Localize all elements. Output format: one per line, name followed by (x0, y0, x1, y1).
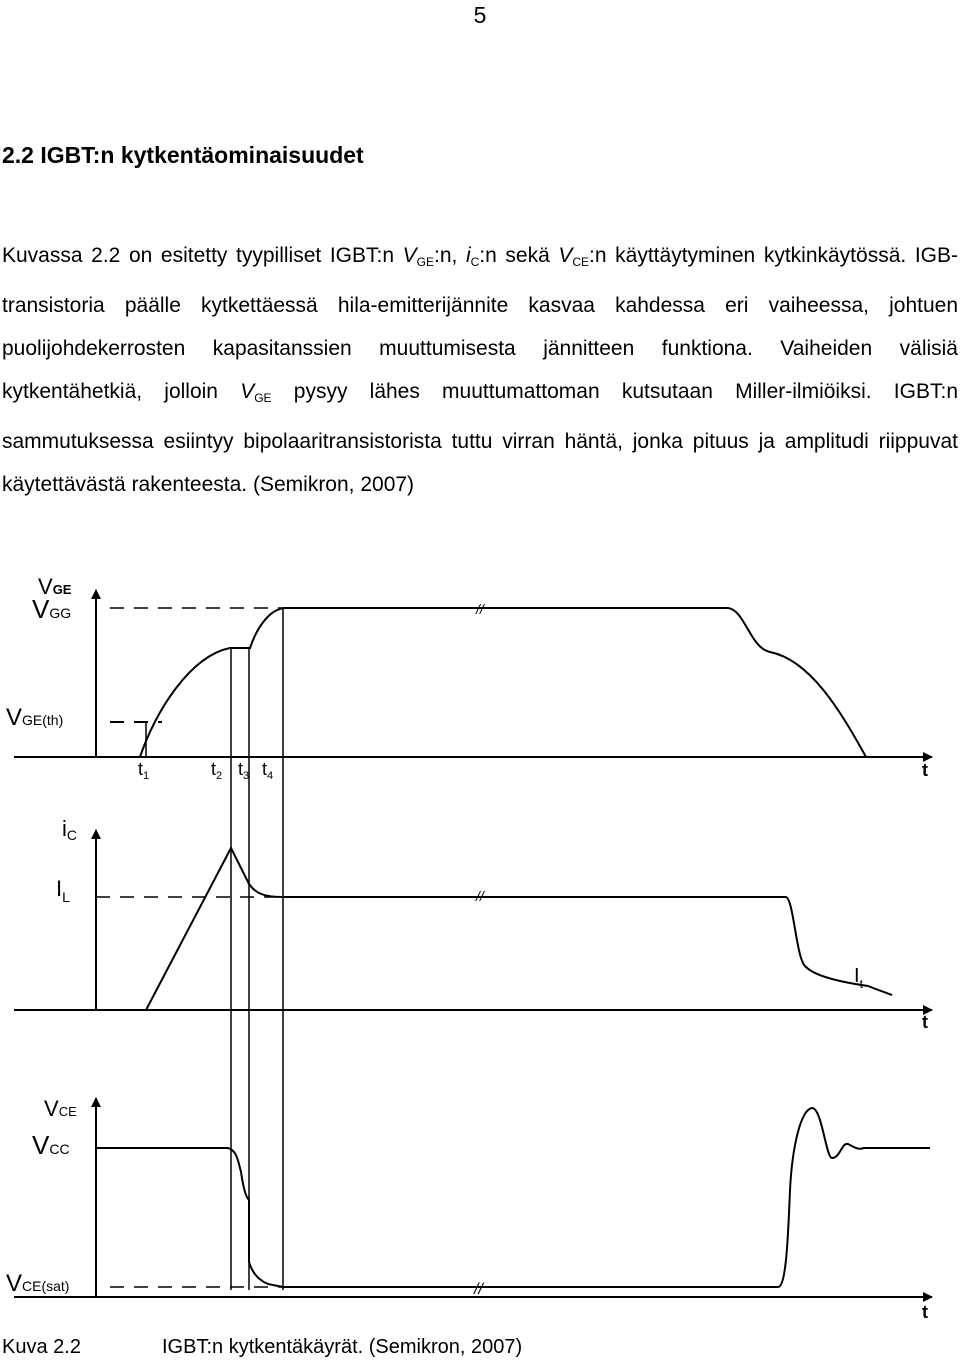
vge-axis-label: VGE (38, 574, 72, 599)
caption-number: Kuva 2.2 (2, 1336, 81, 1358)
ic-t-label: t (922, 1012, 928, 1032)
vge-panel (6, 574, 932, 1290)
vge-break-mark: // (476, 601, 484, 617)
paragraph-text: :n, (433, 244, 466, 267)
il-label: $I_L$ (56, 876, 70, 905)
vge-t-label: t (922, 760, 928, 780)
t2-label: $t_2$ (211, 759, 223, 782)
vce-axis-label: VCE (44, 1096, 77, 1121)
vcc-label: VCC (32, 1130, 70, 1160)
vce-sat-label: VCE(sat) (6, 1270, 70, 1297)
symbol-v: V (402, 244, 417, 267)
symbol-v: V (240, 380, 255, 403)
vce-curve (96, 1108, 930, 1287)
ic-panel (14, 816, 932, 1032)
vce-panel (6, 1096, 932, 1322)
body-paragraph (2, 234, 958, 506)
paragraph-text: Kuvassa 2.2 on esitetty tyypilliset IGBT:n (2, 244, 403, 267)
t1-label: $t_1$ (138, 759, 150, 782)
switching-waveforms-figure (0, 560, 960, 1335)
t4-label: $t_4$ (262, 759, 274, 782)
figure-caption (2, 1336, 522, 1359)
it-label: $I_t$ (854, 965, 863, 991)
ic-axis-label: iC (62, 816, 78, 843)
paragraph-text: :n sekä (479, 244, 559, 267)
waveform-diagram (0, 560, 960, 1335)
page-number: 5 (473, 2, 487, 28)
caption-text: IGBT:n kytkentäkäyrät. (Semikron, 2007) (162, 1336, 523, 1358)
subscript-ge: GE (254, 391, 272, 405)
t3-label: $t_3$ (238, 759, 250, 782)
paragraph-text: pysyy lähes muuttumattoman kutsutaan Miller-ilmiöiksi. IGBT:n sammutuksessa esiintyy bipolaaritransistorista tuttu virran häntä, jonka pituus ja amplitudi riippuvat käytettävästä rakenteesta. (Semikron, 2007) (2, 380, 958, 496)
subscript-c: C (470, 255, 480, 269)
vce-t-label: t (922, 1302, 928, 1322)
vge-th-label: VGE(th) (6, 704, 64, 731)
symbol-v: V (558, 244, 573, 267)
symbol-i: i (465, 244, 471, 267)
section-heading: 2.2 IGBT:n kytkentäominaisuudet (2, 142, 364, 168)
paragraph-text: :n käyttäytyminen kytkinkäytössä. IGB-transistoria päälle kytkettäessä hila-emitterijännite kasvaa kahdessa eri vaiheessa, johtuen puolijohdekerrosten kapasitanssien muuttumisesta jännitteen funktiona. Vaiheiden välisiä kytkentähetkiä, jolloin (2, 244, 958, 403)
ic-break-mark: // (476, 888, 484, 904)
ic-curve (146, 848, 892, 1010)
vce-break-mark: // (474, 1281, 483, 1298)
subscript-ce: CE (572, 255, 590, 269)
subscript-ge: GE (416, 255, 434, 269)
vgg-label: VGG (32, 594, 72, 624)
